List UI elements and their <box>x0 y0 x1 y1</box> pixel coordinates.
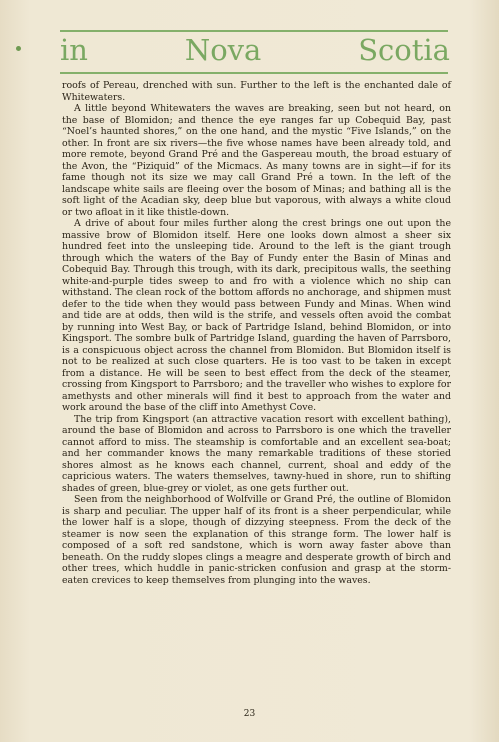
header-word-scotia: Scotia <box>358 33 450 67</box>
header-rule-top <box>60 30 448 32</box>
running-header <box>60 33 450 67</box>
header-word-in: in <box>60 33 88 67</box>
margin-dot-ornament <box>16 46 21 51</box>
paragraph: roofs of Pereau, drenched with sun. Further to the left is the enchanted dale of Whitewaters. <box>62 80 451 103</box>
header-word-nova: Nova <box>184 33 262 67</box>
paragraph: The trip from Kingsport (an attractive vacation resort with excellent bathing), around the base of Blomidon and across to Parrsboro is one which the traveller cannot afford to miss. The steamship is comfortable and an excellent sea-boat; and her commander knows the many remarkable traditions of these storied shores almost as he knows each channel, current, shoal and eddy of the capricious waters. The waters themselves, tawny-hued in shore, run to shifting shades of green, blue-grey or violet, as one gets further out. <box>62 413 451 494</box>
paragraph: A little beyond Whitewaters the waves are breaking, seen but not heard, on the base of Blomidon; and thence the eye ranges far up Cobequid Bay, past “Noel’s haunted shores,” on the one hand, and the mystic “Five Islands,” on the other. In front are six rivers—the five whose names have been already told, and more remote, beyond Grand Pré and the Gaspereau mouth, the broad estuary of the Avon, the “Piziquid” of the Micmacs. As many towns are in sight—if for its fame though not its size we may call Grand Pré a town. In the left of the landscape white sails are fleeing over the bosom of Minas; and bathing all is the soft light of the Acadian sky, deep blue but vaporous, with always a white cloud or two afloat in it like thistle-down. <box>62 103 451 218</box>
page-number: 23 <box>243 709 256 719</box>
body-text <box>62 80 451 586</box>
header-rule-bottom <box>60 72 448 74</box>
paragraph: A drive of about four miles further along the crest brings one out upon the massive brow of Blomidon itself. Here one looks down almost a sheer six hundred feet into the unsleeping tide. Around to the left is the giant trough through which the waters of the Bay of Fundy enter the Basin of Minas and Cobequid Bay. Through this trough, with its dark, precipitous walls, the seething white-and-purple tides sweep to and fro with a violence which no ship can withstand. The clean rock of the bottom affords no anchorage, and shipmen must defer to the tide when they would pass between Fundy and Minas. When wind and tide are at odds, then wild is the strife, and vessels often avoid the combat by running into West Bay, or back of Partridge Island, behind Blomidon, or into Kingsport. The sombre bulk of Partridge Island, guarding the haven of Parrsboro, is a conspicuous object across the channel from Blomidon. But Blomidon itself is not to be realized at such close quarters. He is too vast to be taken in except from a distance. He will be seen to best effect from the deck of the steamer, crossing from Kingsport to Parrsboro; and the traveller who wishes to explore for amethysts and other minerals will find it best to approach from the water and work around the base of the cliff into Amethyst Cove. <box>62 218 451 413</box>
paragraph: Seen from the neighborhood of Wolfville or Grand Pré, the outline of Blomidon is sharp and peculiar. The upper half of its front is a sheer perpendicular, while the lower half is a slope, though of dizzying steepness. From the deck of the steamer is now seen the explanation of this strange form. The lower half is composed of a soft red sandstone, which is worn away faster above than beneath. On the ruddy slopes clings a meagre and desperate growth of birch and other trees, which huddle in panic-stricken confusion and grasp at the storm-eaten crevices to keep themselves from plunging into the waves. <box>62 494 451 586</box>
